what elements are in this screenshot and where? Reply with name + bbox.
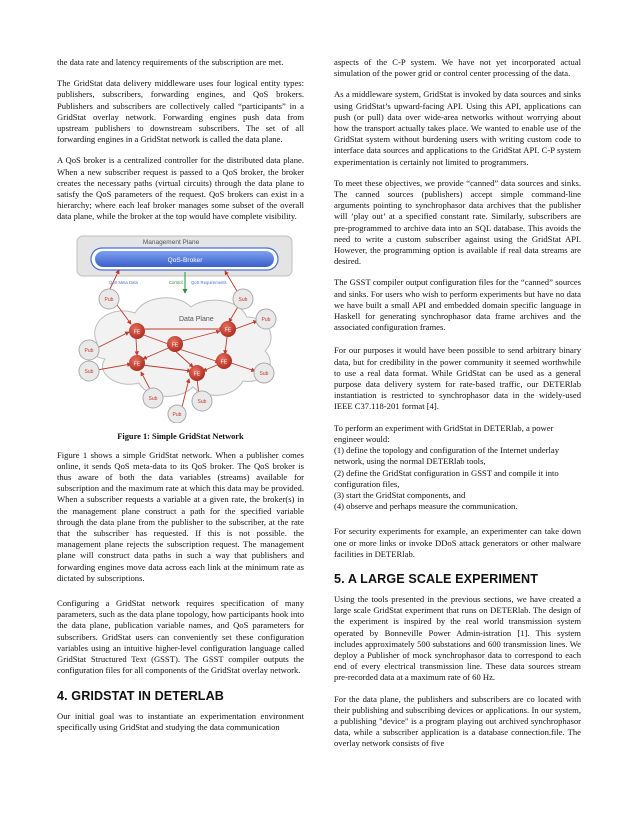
fe-node: [216, 353, 232, 369]
control-label: Control: [169, 279, 183, 285]
pub-node: [168, 405, 186, 423]
qos-meta-data-label: QoS Meta Data: [109, 279, 138, 285]
sub-node: [143, 388, 163, 408]
paragraph-aspects: aspects of the C-P system. We have not yet incorporated actual simulation of the power grid or control center processing of the data.: [334, 57, 581, 79]
svg-text:Pub: Pub: [172, 411, 182, 418]
paragraph-middleware-api: As a middleware system, GridStat is invoked by data sources and sinks using GridStat’s upward-facing API. Using this API, applications can push (or pull) data over wide-area networks without worrying about how the transport actually takes place. We wanted to enable use of the GridStat system without burdening users with writing custom code to interface data sources and applications to the GridStat API. C-P system experimentation is certainly not limited to programmers.: [334, 89, 581, 167]
sub-node: [233, 289, 253, 309]
svg-text:FE: FE: [193, 371, 201, 378]
paragraph-steps: [334, 423, 581, 513]
steps-intro: To perform an experiment with GridStat in DETERlab, a power engineer would:: [334, 422, 554, 444]
fe-node: [129, 355, 145, 371]
svg-text:Sub: Sub: [84, 368, 94, 375]
svg-text:Pub: Pub: [84, 347, 94, 354]
paragraph-config: Configuring a GridStat network requires specification of many parameters, such as the data plane topology, how participants hook into the data plane, publication variable names, and QoS parameters for subscribers. GridStat users can conveniently set these configuration variables using an intuitive higher-level configuration language called GridStat Structured Text (GSST). The GSST compiler outputs the configuration files for all components of the GridStat overlay network.: [57, 598, 304, 676]
left-column: [57, 57, 304, 743]
qos-broker-label: QoS-Broker: [167, 256, 203, 264]
svg-text:Pub: Pub: [104, 296, 114, 303]
step-item: (2) define the GridStat configuration in GSST and compile it into configuration files,: [334, 467, 559, 489]
sub-node: [254, 363, 274, 383]
pub-node: [256, 309, 276, 329]
step-item: (4) observe and perhaps measure the communication.: [334, 501, 518, 512]
section-heading-4: 4. GRIDSTAT IN DETERLAB: [57, 688, 224, 703]
management-plane: [77, 236, 292, 276]
svg-text:FE: FE: [171, 342, 179, 349]
svg-text:FE: FE: [224, 327, 232, 334]
pub-node: [79, 340, 99, 360]
management-plane-label: Management Plane: [142, 238, 200, 246]
qos-requirements-label: QoS Requirements: [191, 279, 227, 285]
svg-text:FE: FE: [133, 329, 141, 336]
svg-text:Sub: Sub: [259, 370, 269, 377]
paragraph-data-plane: For the data plane, the publishers and subscribers are co located with their publishing and subscribing devices or applications. In our system, a publishing "device" is a program playing out archived synchrophasor data, while a subscriber application is a database connection.file. The overlay network consists of five: [334, 693, 581, 749]
svg-text:FE: FE: [220, 359, 228, 366]
fe-node: [167, 336, 183, 352]
step-item: (3) start the GridStat components, and: [334, 489, 466, 500]
svg-text:FE: FE: [133, 361, 141, 368]
fe-node: [220, 321, 236, 337]
pub-node: [99, 289, 119, 309]
figure-gridstat-network: [57, 233, 304, 423]
sub-node: [192, 391, 212, 411]
fe-node: [129, 323, 145, 339]
svg-text:Sub: Sub: [197, 398, 207, 405]
svg-text:Pub: Pub: [261, 316, 271, 323]
paragraph-canned: To meet these objectives, we provide “canned” data sources and sinks. The canned sources (publishers) accept simple command-line arguments pointing to synchrophasor data archives that the publisher will ’play out’ at a specified constant rate. Similarly, subscribers are pre-programmed to archive data into an SQL database. This avoids the need to write a custom subscriber against using the GridStat API. However, the programming option is available if real data streams are desired.: [334, 177, 581, 267]
fe-node: [189, 365, 205, 381]
paragraph-middleware: The GridStat data delivery middleware uses four logical entity types: publishers, subscribers, forwarding engines, and QoS brokers. Publishers and subscribers are collectively called “participants” in a GridStat overlay network. Forwarding engines push data from upstream publishers to downstream subscribers. The set of all forwarding engines in a GridStat network is called the data plane.: [57, 78, 304, 145]
paragraph-security: For security experiments for example, an experimenter can take down one or more links or invoke DDoS attack generators or other malware facilities in DETERlab.: [334, 526, 581, 559]
figure-caption: Figure 1: Simple GridStat Network: [117, 431, 244, 441]
sub-node: [79, 361, 99, 381]
svg-text:Sub: Sub: [238, 296, 248, 303]
data-plane-label: Data Plane: [179, 315, 214, 323]
paragraph-figure1: Figure 1 shows a simple GridStat network. When a publisher comes online, it sends QoS meta-data to its QoS broker. The QoS broker is thus aware of both the data variables (streams) available for subscription and the maximum rate at which this data may be provided. When a subscriber requests a variable at a given rate, the broker(s) in the management plane construct a path for the specified variable through the data plane from the publisher to the subscriber, at the rate that the subscriber has requested. If this is not possible. the management plane rejects the subscription request. The management plane will construct data paths in such a way that publishers and forwarding engines move data across each link at the minimum rate as dictated by subscriptions.: [57, 449, 304, 583]
svg-text:Sub: Sub: [148, 395, 158, 402]
paragraph-goal: Our initial goal was to instantiate an experimentation environment specifically using GridStat and studying the data communication: [57, 710, 304, 732]
paragraph-qos-broker: A QoS broker is a centralized controller for the distributed data plane. When a new subscriber request is passed to a QoS broker, the broker creates the necessary paths (virtual circuits) through the data plane to satisfy the QoS parameters of the request. QoS brokers can exist in a hierarchy; where each leaf broker manages some subset of the overall data plane, while the broker at the top would have complete visibility.: [57, 155, 304, 222]
step-item: (1) define the topology and configuration of the Internet underlay network, using the normal DETERlab tools,: [334, 445, 560, 467]
section-heading-5: 5. A LARGE SCALE EXPERIMENT: [334, 571, 538, 586]
paragraph-purposes: For our purposes it would have been possible to send arbitrary binary data, but for credibility in the power community it seemed worthwhile to use a real data format. While GridStat can be used as a general purpose data delivery system for rate-based traffic, our DETERlab instantiation is restricted to synchrophasor data in the widely-used IEEE C37.118-201 format [4].: [334, 345, 581, 412]
paragraph-gsst: The GSST compiler output configuration files for the “canned” sources and sinks. For users who wish to perform experiments but have no data we have built a small API and embedded domain specific language in Haskell for generating synchrophasor data frame archives and the associated configuration frames.: [334, 277, 581, 333]
paragraph-large-scale: Using the tools presented in the previous sections, we have created a large scale GridStat experiment that runs on DETERlab. The design of the experiment is inspired by the real world transmission system operated by Bonneville Power Admin-istration [1]. This system includes approximately 500 substations and 600 transmission lines. We deploy a Publisher of mock synchrophasor data to correspond to each end of every electrical transmission line. These data sources stream pre-recorded data at a maximum rate of 60 Hz.: [334, 593, 581, 683]
right-column: [334, 57, 581, 760]
paragraph-intro: the data rate and latency requirements of the subscription are met.: [57, 57, 284, 67]
